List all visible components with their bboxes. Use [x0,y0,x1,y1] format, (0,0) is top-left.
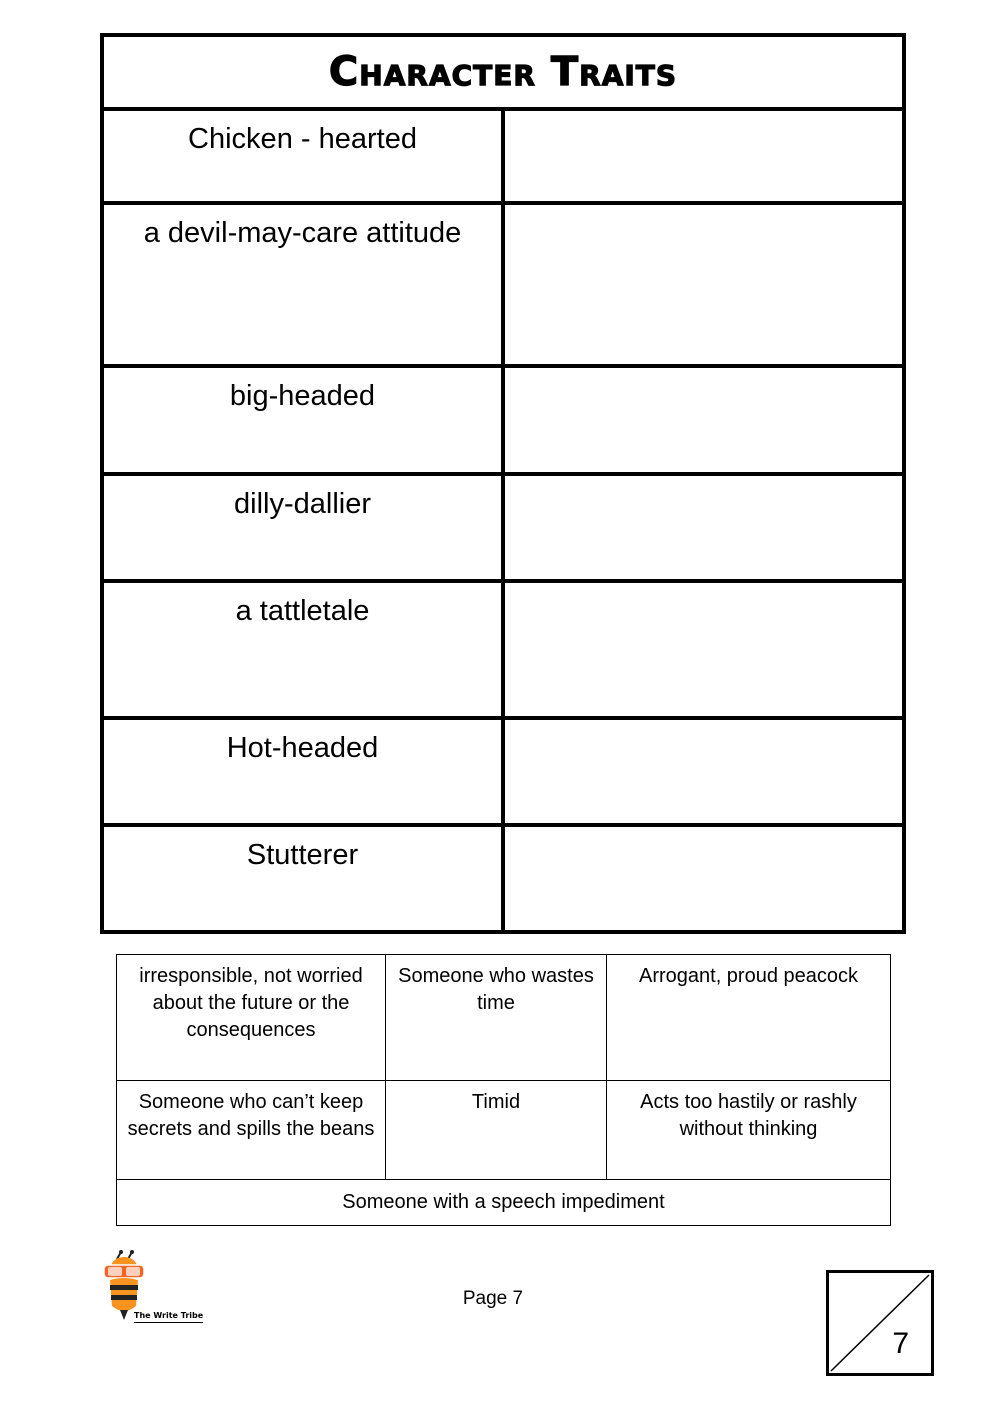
answer-box[interactable] [503,203,904,366]
definitions-table [116,954,891,1226]
answer-input[interactable] [505,368,902,472]
definition-card[interactable]: Someone who can’t keep secrets and spills the beans [117,1081,386,1180]
trait-term: a tattletale [102,581,503,718]
answer-box[interactable] [503,474,904,581]
answer-input[interactable] [505,720,902,823]
definition-card[interactable]: Someone with a speech impediment [117,1180,891,1226]
definition-card[interactable]: irresponsible, not worried about the future or the consequences [117,955,386,1081]
answer-input[interactable] [505,111,902,201]
answer-box[interactable] [503,109,904,203]
character-traits-table [100,33,906,934]
answer-box[interactable] [503,718,904,825]
trait-term: big-headed [102,366,503,474]
answer-input[interactable] [505,827,902,930]
answer-input[interactable] [505,205,902,364]
trait-term: dilly-dallier [102,474,503,581]
answer-box[interactable] [503,366,904,474]
logo-text: The Write Tribe [134,1311,203,1323]
definition-card[interactable]: Arrogant, proud peacock [607,955,891,1081]
answer-input[interactable] [505,476,902,579]
answer-box[interactable] [503,825,904,932]
trait-term: Stutterer [102,825,503,932]
trait-term: a devil-may-care attitude [102,203,503,366]
worksheet-title: Character Traits [102,35,904,109]
answer-input[interactable] [505,583,902,716]
trait-term: Chicken - hearted [102,109,503,203]
definition-card[interactable]: Timid [386,1081,607,1180]
definition-card[interactable]: Acts too hastily or rashly without thinking [607,1081,891,1180]
answer-box[interactable] [503,581,904,718]
score-box [826,1270,934,1376]
trait-term: Hot-headed [102,718,503,825]
diagonal-line-icon [829,1273,931,1373]
score-total: 7 [892,1327,909,1360]
definition-card[interactable]: Someone who wastes time [386,955,607,1081]
page-number: Page 7 [462,1288,524,1309]
